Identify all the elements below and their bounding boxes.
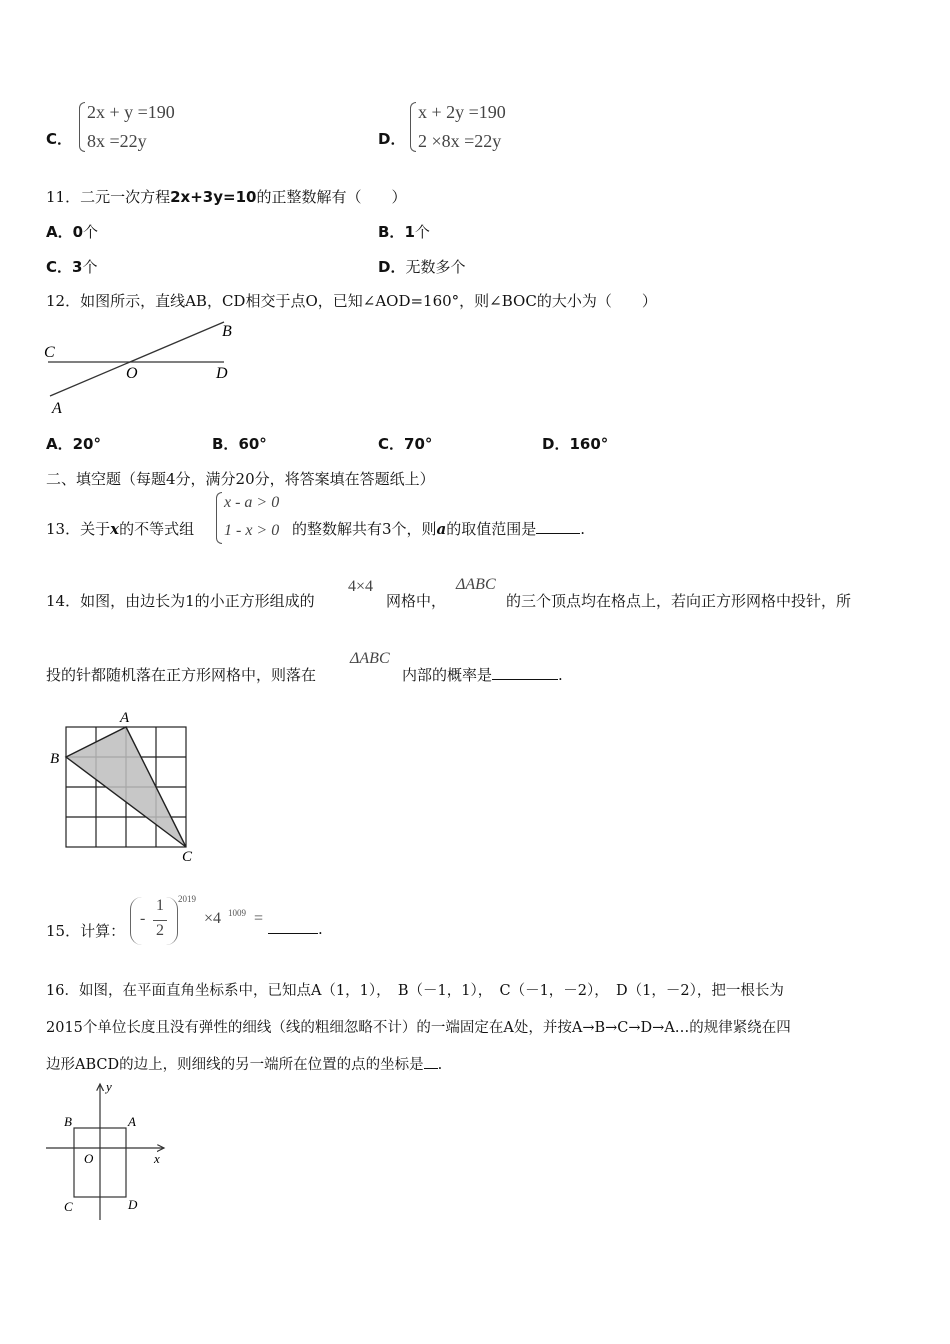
- q11-option-b-label: B．: [378, 223, 405, 241]
- q12-option-a: [46, 433, 101, 454]
- q15-parentheses: [130, 897, 178, 945]
- q11-option-c: [46, 256, 97, 277]
- q12-option-d: [542, 433, 608, 454]
- q16-line1-text: 如图，在平面直角坐标系中，已知点A（1，1）， B（－1，1）， C（－1，－2）， D（1，－2），把一根长为: [78, 983, 784, 999]
- q12-option-b-value: 60°: [238, 435, 267, 453]
- q16-label-y: y: [106, 1079, 112, 1094]
- q16-label-a: A: [128, 1114, 136, 1129]
- q14-text4: 投的针都随机落在正方形网格中，则落在: [46, 666, 317, 684]
- q16-label-x: x: [154, 1151, 160, 1166]
- q16-end: .: [437, 1057, 443, 1073]
- q12-line-ab: [50, 322, 224, 396]
- q11-option-b-unit: 个: [414, 223, 430, 241]
- q16-label-c: C: [64, 1199, 73, 1214]
- q14-text3: 的三个顶点均在格点上，若向正方形网格中投针，所: [506, 592, 852, 610]
- q15-minus: -: [140, 910, 146, 927]
- q12-option-c-label: C．: [378, 435, 405, 453]
- q12-label-o: O: [126, 365, 138, 382]
- q11-option-b-value: 1: [404, 223, 415, 241]
- q14-number: 14．: [46, 592, 81, 610]
- q16-label-o: O: [84, 1151, 94, 1166]
- q12-option-d-value: 160°: [569, 435, 609, 453]
- q14-text2: 网格中，: [386, 592, 447, 610]
- q10-c-eq1: 2x + y =190: [87, 102, 175, 122]
- q11-option-d-unit: 无数多个: [405, 258, 466, 276]
- q14-triangle: ΔABC: [456, 576, 496, 593]
- q15-answer-blank[interactable]: [268, 933, 318, 934]
- q13-text-post2: 的取值范围是: [446, 520, 537, 538]
- q12-option-b-label: B．: [212, 435, 239, 453]
- q13-brace: [216, 492, 222, 544]
- q10-d-eq1: x + 2y =190: [418, 102, 506, 122]
- q14-label-c: C: [182, 849, 193, 865]
- q13-ineq1: x - a > 0: [224, 494, 280, 511]
- q15-end: .: [318, 920, 323, 938]
- q13-stem-pre: [46, 518, 194, 539]
- q14-end: .: [558, 666, 563, 684]
- section2-title: 二、填空题（每题4分，满分20分，将答案填在答题纸上）: [46, 470, 435, 488]
- q13-var-a: a: [436, 520, 447, 538]
- q13-text-mid: 的不等式组: [119, 520, 195, 538]
- q11-option-c-label: C．: [46, 258, 73, 276]
- q13-text-post1: 的整数解共有3个，则: [292, 520, 437, 538]
- q11-option-c-value: 3: [72, 258, 83, 276]
- q13-ineq2: 1 - x > 0: [224, 522, 280, 539]
- q16-line2: 2015个单位长度且没有弹性的细线（线的粗细忽略不计）的一端固定在A处，并按A→B→C→D→A…的规律紧绕在四: [46, 1020, 791, 1036]
- q16-line3-text: 边形ABCD的边上，则细线的另一端所在位置的点的坐标是: [46, 1057, 424, 1073]
- q10-c-eq2: 8x =22y: [87, 131, 147, 151]
- q11-option-a-value: 0: [72, 223, 84, 241]
- q15-exp2: 1009: [228, 908, 246, 918]
- q11-stem: [46, 186, 406, 207]
- q11-option-a-label: A．: [46, 223, 73, 241]
- q14-text1: 如图，由边长为1的小正方形组成的: [80, 592, 315, 610]
- q10-d-brace: [410, 102, 416, 152]
- q11-option-a: [46, 221, 98, 242]
- q12-option-a-value: 20°: [72, 435, 101, 453]
- q15-answer: [268, 920, 323, 938]
- q16-label-d: D: [128, 1197, 138, 1212]
- q15-times: ×4: [204, 910, 222, 927]
- q11-option-c-unit: 个: [82, 258, 98, 276]
- q12-text: 如图所示，直线AB，CD相交于点O，已知∠AOD=160°，则∠BOC的大小为（ ）: [80, 292, 657, 310]
- q11-text-pre: 二元一次方程: [80, 188, 171, 206]
- q11-option-a-unit: 个: [83, 223, 99, 241]
- q15-frac-num: 1: [156, 897, 164, 914]
- q12-option-c: [378, 433, 432, 454]
- q11-option-b: [378, 221, 430, 242]
- q12-number: 12．: [46, 292, 81, 310]
- q15-frac-den: 2: [156, 922, 164, 939]
- q12-label-a: A: [52, 400, 62, 417]
- q11-number: 11．: [46, 188, 81, 206]
- q16-label-b: B: [64, 1114, 72, 1129]
- q11-option-d: [378, 256, 465, 277]
- q10-option-d-label: D．: [378, 130, 406, 148]
- q14-triangle2: ΔABC: [350, 650, 390, 667]
- q12-figure: [40, 316, 240, 420]
- q13-answer-blank[interactable]: [536, 533, 580, 534]
- q10-option-c-label: C．: [46, 130, 73, 148]
- q15-text: 计算：: [80, 922, 126, 940]
- q14-line2-b: [402, 664, 563, 685]
- q14-figure: [44, 706, 204, 866]
- q13-stem-post: [292, 518, 585, 539]
- q12-label-c: C: [44, 344, 55, 361]
- q16-answer-blank[interactable]: [424, 1068, 438, 1069]
- q15-frac-bar: [153, 920, 167, 921]
- q12-option-a-label: A．: [46, 435, 73, 453]
- q14-grid-size: 4×4: [348, 578, 374, 595]
- q13-text-pre: 关于: [80, 520, 111, 538]
- q10-d-eq2: 2 ×8x =22y: [418, 131, 502, 151]
- q14-text5: 内部的概率是: [402, 666, 493, 684]
- q14-line1-a: [46, 590, 315, 611]
- q13-end: .: [580, 520, 586, 538]
- q14-label-a: A: [120, 710, 130, 726]
- q15-exp1: 2019: [178, 894, 196, 904]
- q11-text-post: 的正整数解有（ ）: [256, 188, 407, 206]
- q16-line3: [46, 1053, 442, 1074]
- q12-option-b: [212, 433, 267, 454]
- q12-option-c-value: 70°: [404, 435, 433, 453]
- q10-c-brace: [79, 102, 85, 152]
- q13-var-x: x: [110, 520, 120, 538]
- q11-equation: 2x+3y=10: [170, 188, 257, 206]
- q12-label-d: D: [216, 365, 228, 382]
- q14-label-b: B: [50, 751, 60, 767]
- q12-option-d-label: D．: [542, 435, 570, 453]
- q16-number: 16．: [46, 983, 79, 999]
- q15-stem: [46, 920, 125, 941]
- q12-label-b: B: [222, 323, 232, 340]
- q15-number: 15．: [46, 922, 81, 940]
- q16-line1: [46, 979, 784, 1000]
- q14-answer-blank[interactable]: [492, 679, 558, 680]
- q15-equals: =: [254, 910, 264, 927]
- q12-stem: [46, 290, 657, 311]
- q16-figure: [44, 1078, 174, 1224]
- q11-option-d-label: D．: [378, 258, 406, 276]
- q13-number: 13．: [46, 520, 81, 538]
